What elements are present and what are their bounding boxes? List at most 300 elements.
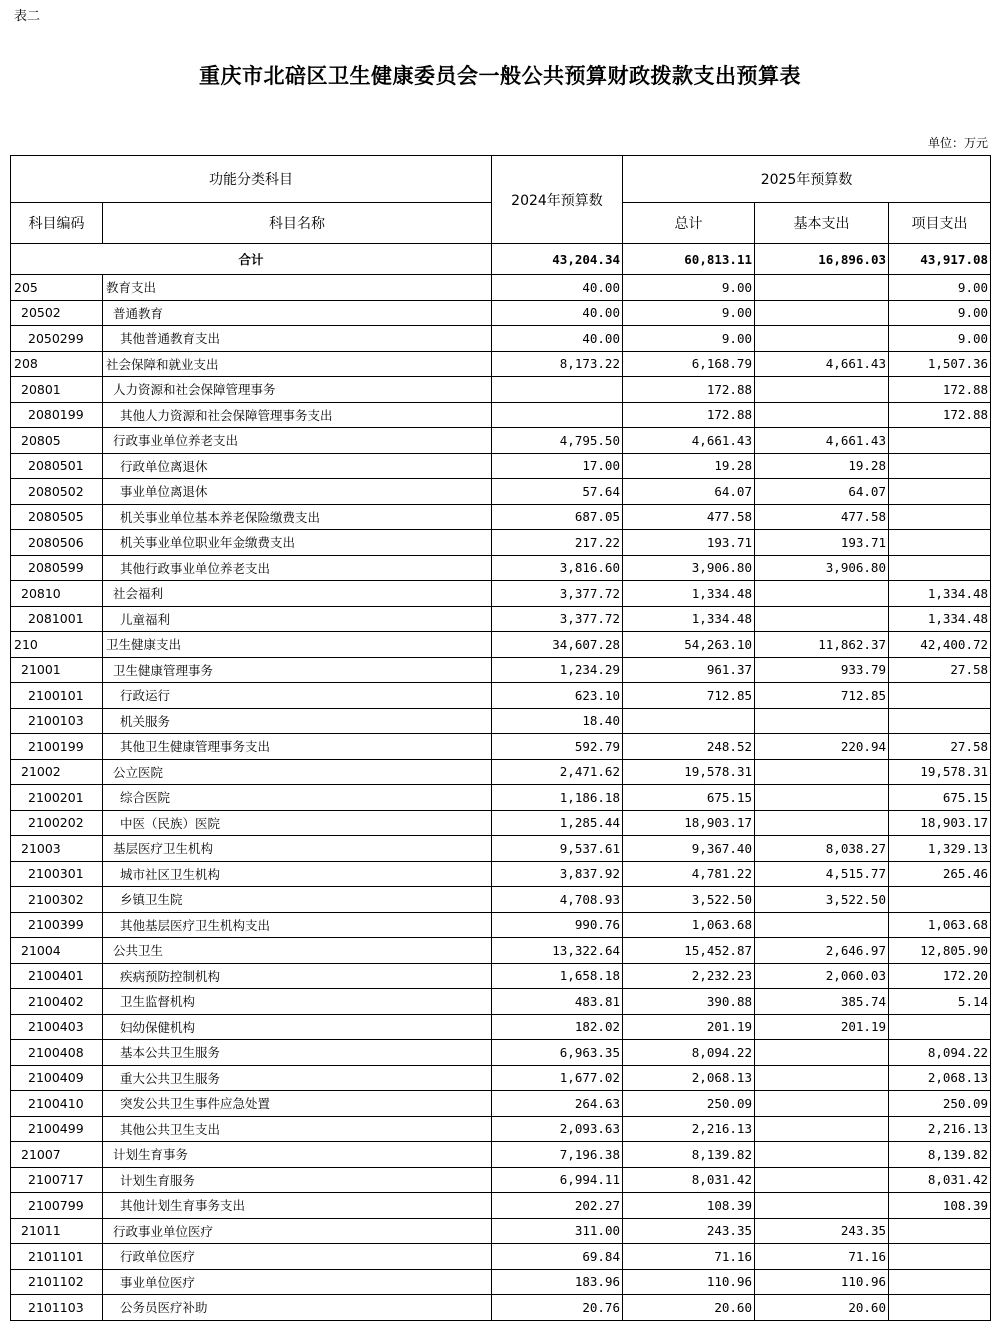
cell-name: 城市社区卫生机构 (103, 861, 492, 887)
cell-total: 243.35 (623, 1218, 755, 1244)
cell-total: 9.00 (623, 275, 755, 301)
cell-total: 8,094.22 (623, 1040, 755, 1066)
cell-project (889, 530, 991, 556)
cell-total: 64.07 (623, 479, 755, 505)
table-header (11, 156, 991, 244)
cell-code: 2100401 (11, 963, 103, 989)
cell-project (889, 1244, 991, 1270)
cell-code: 2080505 (11, 504, 103, 530)
cell-total: 9.00 (623, 300, 755, 326)
cell-project: 19,578.31 (889, 759, 991, 785)
cell-project: 42,400.72 (889, 632, 991, 658)
cell-total: 3,522.50 (623, 887, 755, 913)
cell-prev-budget: 687.05 (492, 504, 623, 530)
cell-code: 2100199 (11, 734, 103, 760)
cell-name: 卫生监督机构 (103, 989, 492, 1015)
cell-basic: 220.94 (755, 734, 889, 760)
budget-table (10, 155, 991, 1321)
cell-total: 2,232.23 (623, 963, 755, 989)
cell-project (889, 1269, 991, 1295)
cell-name: 儿童福利 (103, 606, 492, 632)
total-row (11, 244, 991, 275)
table-row (11, 912, 991, 938)
cell-total: 1,063.68 (623, 912, 755, 938)
cell-name: 行政运行 (103, 683, 492, 709)
cell-total: 172.88 (623, 377, 755, 403)
cell-prev-budget: 9,537.61 (492, 836, 623, 862)
cell-total: 1,334.48 (623, 581, 755, 607)
cell-project: 8,139.82 (889, 1142, 991, 1168)
table-row (11, 708, 991, 734)
cell-prev-budget: 1,285.44 (492, 810, 623, 836)
cell-prev-budget: 3,377.72 (492, 581, 623, 607)
cell-code: 2100101 (11, 683, 103, 709)
cell-code: 2050299 (11, 326, 103, 352)
cell-project: 8,094.22 (889, 1040, 991, 1066)
cell-basic (755, 1167, 889, 1193)
table-row (11, 581, 991, 607)
cell-total: 8,139.82 (623, 1142, 755, 1168)
total-label: 合计 (11, 244, 492, 275)
cell-name: 计划生育事务 (103, 1142, 492, 1168)
cell-total: 8,031.42 (623, 1167, 755, 1193)
cell-code: 2100408 (11, 1040, 103, 1066)
cell-prev-budget: 182.02 (492, 1014, 623, 1040)
table-row (11, 785, 991, 811)
table-row (11, 479, 991, 505)
cell-code: 208 (11, 351, 103, 377)
code-header: 科目编码 (11, 203, 103, 244)
cell-basic: 110.96 (755, 1269, 889, 1295)
cell-basic (755, 1040, 889, 1066)
table-row (11, 759, 991, 785)
cell-name: 事业单位医疗 (103, 1269, 492, 1295)
table-row (11, 810, 991, 836)
cell-total: 477.58 (623, 504, 755, 530)
cell-total: 110.96 (623, 1269, 755, 1295)
cell-prev-budget: 3,377.72 (492, 606, 623, 632)
table-row (11, 377, 991, 403)
cell-name: 其他基层医疗卫生机构支出 (103, 912, 492, 938)
cell-code: 2100717 (11, 1167, 103, 1193)
cell-basic (755, 810, 889, 836)
cell-total (623, 708, 755, 734)
cell-project (889, 1014, 991, 1040)
cell-name: 机关服务 (103, 708, 492, 734)
cell-basic: 11,862.37 (755, 632, 889, 658)
cell-basic (755, 785, 889, 811)
cell-code: 2100399 (11, 912, 103, 938)
cell-project: 172.20 (889, 963, 991, 989)
cell-code: 21004 (11, 938, 103, 964)
functional-classification-header: 功能分类科目 (11, 156, 492, 203)
cell-total: 9,367.40 (623, 836, 755, 862)
table-row (11, 989, 991, 1015)
cell-name: 公共卫生 (103, 938, 492, 964)
cell-total: 18,903.17 (623, 810, 755, 836)
table-row (11, 1142, 991, 1168)
total-header: 总计 (623, 203, 755, 244)
cell-basic: 20.60 (755, 1295, 889, 1321)
cell-total: 6,168.79 (623, 351, 755, 377)
cell-basic: 201.19 (755, 1014, 889, 1040)
table-row (11, 1014, 991, 1040)
table-row (11, 1193, 991, 1219)
cell-project: 18,903.17 (889, 810, 991, 836)
name-header: 科目名称 (103, 203, 492, 244)
cell-project (889, 428, 991, 454)
cell-code: 2100103 (11, 708, 103, 734)
cell-basic (755, 326, 889, 352)
cell-code: 21007 (11, 1142, 103, 1168)
cell-code: 2080502 (11, 479, 103, 505)
cell-basic: 933.79 (755, 657, 889, 683)
cell-name: 社会福利 (103, 581, 492, 607)
cell-project: 2,068.13 (889, 1065, 991, 1091)
cur-budget-header: 2025年预算数 (623, 156, 991, 203)
cell-prev-budget: 6,963.35 (492, 1040, 623, 1066)
cell-prev-budget: 183.96 (492, 1269, 623, 1295)
cell-project: 9.00 (889, 275, 991, 301)
cell-project: 108.39 (889, 1193, 991, 1219)
cell-basic (755, 300, 889, 326)
cell-basic (755, 275, 889, 301)
cell-project: 27.58 (889, 657, 991, 683)
cell-project (889, 479, 991, 505)
cell-project: 9.00 (889, 300, 991, 326)
cell-total: 248.52 (623, 734, 755, 760)
cell-basic (755, 402, 889, 428)
cell-name: 计划生育服务 (103, 1167, 492, 1193)
cell-project: 9.00 (889, 326, 991, 352)
cell-prev-budget: 7,196.38 (492, 1142, 623, 1168)
cell-total: 4,661.43 (623, 428, 755, 454)
cell-code: 21003 (11, 836, 103, 862)
table-row (11, 1091, 991, 1117)
cell-project: 1,063.68 (889, 912, 991, 938)
project-header: 项目支出 (889, 203, 991, 244)
cell-prev-budget: 2,093.63 (492, 1116, 623, 1142)
total-total: 60,813.11 (623, 244, 755, 275)
cell-prev-budget: 264.63 (492, 1091, 623, 1117)
cell-project: 172.88 (889, 377, 991, 403)
cell-basic (755, 606, 889, 632)
cell-project: 250.09 (889, 1091, 991, 1117)
cell-project: 1,507.36 (889, 351, 991, 377)
cell-project: 265.46 (889, 861, 991, 887)
cell-basic: 243.35 (755, 1218, 889, 1244)
cell-prev-budget: 4,795.50 (492, 428, 623, 454)
table-row (11, 1244, 991, 1270)
table-number-label: 表二 (14, 9, 41, 24)
cell-prev-budget: 40.00 (492, 300, 623, 326)
cell-total: 9.00 (623, 326, 755, 352)
cell-prev-budget: 623.10 (492, 683, 623, 709)
table-row (11, 632, 991, 658)
cell-basic (755, 377, 889, 403)
cell-project (889, 555, 991, 581)
cell-code: 21002 (11, 759, 103, 785)
cell-prev-budget: 2,471.62 (492, 759, 623, 785)
cell-code: 20810 (11, 581, 103, 607)
cell-code: 21011 (11, 1218, 103, 1244)
cell-basic (755, 759, 889, 785)
table-row (11, 402, 991, 428)
cell-basic: 385.74 (755, 989, 889, 1015)
table-row (11, 530, 991, 556)
cell-prev-budget: 3,837.92 (492, 861, 623, 887)
cell-basic: 4,515.77 (755, 861, 889, 887)
cell-total: 193.71 (623, 530, 755, 556)
table-row (11, 836, 991, 862)
cell-project: 27.58 (889, 734, 991, 760)
cell-basic (755, 708, 889, 734)
cell-name: 机关事业单位基本养老保险缴费支出 (103, 504, 492, 530)
cell-prev-budget: 1,658.18 (492, 963, 623, 989)
cell-code: 2101102 (11, 1269, 103, 1295)
cell-project (889, 887, 991, 913)
cell-basic: 2,646.97 (755, 938, 889, 964)
cell-prev-budget: 17.00 (492, 453, 623, 479)
cell-basic: 19.28 (755, 453, 889, 479)
cell-code: 2100402 (11, 989, 103, 1015)
cell-total: 19,578.31 (623, 759, 755, 785)
cell-project (889, 708, 991, 734)
cell-total: 675.15 (623, 785, 755, 811)
cell-total: 71.16 (623, 1244, 755, 1270)
cell-total: 712.85 (623, 683, 755, 709)
cell-name: 事业单位离退休 (103, 479, 492, 505)
cell-prev-budget: 1,186.18 (492, 785, 623, 811)
table-row (11, 1065, 991, 1091)
cell-project (889, 1295, 991, 1321)
cell-name: 综合医院 (103, 785, 492, 811)
cell-total: 2,068.13 (623, 1065, 755, 1091)
cell-name: 社会保障和就业支出 (103, 351, 492, 377)
cell-code: 2100499 (11, 1116, 103, 1142)
cell-code: 2100799 (11, 1193, 103, 1219)
cell-code: 2100301 (11, 861, 103, 887)
cell-name: 基本公共卫生服务 (103, 1040, 492, 1066)
cell-total: 54,263.10 (623, 632, 755, 658)
table-row (11, 300, 991, 326)
cell-basic (755, 1116, 889, 1142)
cell-name: 公立医院 (103, 759, 492, 785)
table-row (11, 351, 991, 377)
cell-project (889, 504, 991, 530)
cell-code: 2100409 (11, 1065, 103, 1091)
table-row (11, 963, 991, 989)
table-row (11, 1116, 991, 1142)
cell-project (889, 453, 991, 479)
cell-prev-budget: 990.76 (492, 912, 623, 938)
cell-code: 2081001 (11, 606, 103, 632)
cell-name: 妇幼保健机构 (103, 1014, 492, 1040)
cell-prev-budget: 483.81 (492, 989, 623, 1015)
cell-prev-budget: 6,994.11 (492, 1167, 623, 1193)
cell-basic: 4,661.43 (755, 428, 889, 454)
cell-code: 2100403 (11, 1014, 103, 1040)
cell-name: 公务员医疗补助 (103, 1295, 492, 1321)
cell-basic (755, 912, 889, 938)
cell-total: 1,334.48 (623, 606, 755, 632)
cell-name: 基层医疗卫生机构 (103, 836, 492, 862)
cell-basic: 3,906.80 (755, 555, 889, 581)
cell-basic: 71.16 (755, 1244, 889, 1270)
cell-basic: 4,661.43 (755, 351, 889, 377)
cell-code: 2080501 (11, 453, 103, 479)
cell-basic (755, 1091, 889, 1117)
cell-basic (755, 1193, 889, 1219)
cell-code: 2101101 (11, 1244, 103, 1270)
table-row (11, 326, 991, 352)
table-row (11, 1167, 991, 1193)
cell-name: 其他行政事业单位养老支出 (103, 555, 492, 581)
cell-code: 2080199 (11, 402, 103, 428)
cell-name: 乡镇卫生院 (103, 887, 492, 913)
cell-code: 205 (11, 275, 103, 301)
cell-name: 突发公共卫生事件应急处置 (103, 1091, 492, 1117)
cell-total: 172.88 (623, 402, 755, 428)
cell-code: 21001 (11, 657, 103, 683)
cell-basic: 64.07 (755, 479, 889, 505)
table-row (11, 1295, 991, 1321)
cell-name: 其他普通教育支出 (103, 326, 492, 352)
cell-name: 行政单位医疗 (103, 1244, 492, 1270)
cell-prev-budget: 57.64 (492, 479, 623, 505)
table-row (11, 887, 991, 913)
cell-prev-budget (492, 377, 623, 403)
cell-name: 其他人力资源和社会保障管理事务支出 (103, 402, 492, 428)
cell-total: 2,216.13 (623, 1116, 755, 1142)
cell-basic (755, 1065, 889, 1091)
table-row (11, 734, 991, 760)
cell-prev-budget: 13,322.64 (492, 938, 623, 964)
table-row (11, 938, 991, 964)
cell-project: 675.15 (889, 785, 991, 811)
table-row (11, 555, 991, 581)
cell-basic: 477.58 (755, 504, 889, 530)
cell-total: 15,452.87 (623, 938, 755, 964)
table-row (11, 453, 991, 479)
cell-total: 19.28 (623, 453, 755, 479)
cell-prev-budget: 217.22 (492, 530, 623, 556)
table-row (11, 861, 991, 887)
cell-project: 12,805.90 (889, 938, 991, 964)
cell-code: 2100201 (11, 785, 103, 811)
table-row (11, 1040, 991, 1066)
cell-code: 20502 (11, 300, 103, 326)
cell-name: 卫生健康支出 (103, 632, 492, 658)
table-row (11, 1269, 991, 1295)
cell-basic: 712.85 (755, 683, 889, 709)
cell-prev-budget (492, 402, 623, 428)
cell-code: 2080599 (11, 555, 103, 581)
cell-name: 机关事业单位职业年金缴费支出 (103, 530, 492, 556)
total-basic: 16,896.03 (755, 244, 889, 275)
cell-prev-budget: 8,173.22 (492, 351, 623, 377)
cell-name: 中医（民族）医院 (103, 810, 492, 836)
table-row (11, 275, 991, 301)
cell-code: 20805 (11, 428, 103, 454)
unit-label: 单位：万元 (927, 136, 988, 150)
cell-prev-budget: 40.00 (492, 275, 623, 301)
cell-name: 人力资源和社会保障管理事务 (103, 377, 492, 403)
cell-prev-budget: 40.00 (492, 326, 623, 352)
cell-code: 2101103 (11, 1295, 103, 1321)
total-prev: 43,204.34 (492, 244, 623, 275)
cell-basic: 193.71 (755, 530, 889, 556)
cell-project: 172.88 (889, 402, 991, 428)
cell-prev-budget: 1,677.02 (492, 1065, 623, 1091)
cell-code: 2100302 (11, 887, 103, 913)
cell-code: 2100202 (11, 810, 103, 836)
basic-header: 基本支出 (755, 203, 889, 244)
cell-basic: 2,060.03 (755, 963, 889, 989)
cell-total: 108.39 (623, 1193, 755, 1219)
cell-name: 行政事业单位医疗 (103, 1218, 492, 1244)
cell-code: 2100410 (11, 1091, 103, 1117)
total-project: 43,917.08 (889, 244, 991, 275)
cell-name: 其他公共卫生支出 (103, 1116, 492, 1142)
cell-basic (755, 1142, 889, 1168)
cell-name: 卫生健康管理事务 (103, 657, 492, 683)
cell-total: 3,906.80 (623, 555, 755, 581)
cell-name: 行政单位离退休 (103, 453, 492, 479)
cell-basic: 3,522.50 (755, 887, 889, 913)
cell-total: 961.37 (623, 657, 755, 683)
cell-prev-budget: 18.40 (492, 708, 623, 734)
cell-code: 210 (11, 632, 103, 658)
cell-project: 8,031.42 (889, 1167, 991, 1193)
cell-prev-budget: 4,708.93 (492, 887, 623, 913)
cell-prev-budget: 1,234.29 (492, 657, 623, 683)
cell-basic: 8,038.27 (755, 836, 889, 862)
cell-total: 4,781.22 (623, 861, 755, 887)
cell-project: 2,216.13 (889, 1116, 991, 1142)
table-row (11, 428, 991, 454)
cell-prev-budget: 202.27 (492, 1193, 623, 1219)
cell-name: 重大公共卫生服务 (103, 1065, 492, 1091)
cell-code: 20801 (11, 377, 103, 403)
cell-name: 其他卫生健康管理事务支出 (103, 734, 492, 760)
cell-code: 2080506 (11, 530, 103, 556)
cell-project (889, 683, 991, 709)
table-row (11, 683, 991, 709)
table-body (11, 244, 991, 1321)
prev-budget-header: 2024年预算数 (492, 156, 623, 244)
cell-total: 250.09 (623, 1091, 755, 1117)
cell-total: 201.19 (623, 1014, 755, 1040)
cell-prev-budget: 20.76 (492, 1295, 623, 1321)
cell-total: 390.88 (623, 989, 755, 1015)
cell-project: 1,334.48 (889, 606, 991, 632)
table-row (11, 504, 991, 530)
cell-name: 行政事业单位养老支出 (103, 428, 492, 454)
cell-name: 疾病预防控制机构 (103, 963, 492, 989)
cell-prev-budget: 3,816.60 (492, 555, 623, 581)
cell-total: 20.60 (623, 1295, 755, 1321)
cell-name: 其他计划生育事务支出 (103, 1193, 492, 1219)
cell-prev-budget: 34,607.28 (492, 632, 623, 658)
cell-name: 教育支出 (103, 275, 492, 301)
cell-project: 1,329.13 (889, 836, 991, 862)
cell-basic (755, 581, 889, 607)
cell-project (889, 1218, 991, 1244)
table-row (11, 657, 991, 683)
cell-prev-budget: 592.79 (492, 734, 623, 760)
cell-name: 普通教育 (103, 300, 492, 326)
